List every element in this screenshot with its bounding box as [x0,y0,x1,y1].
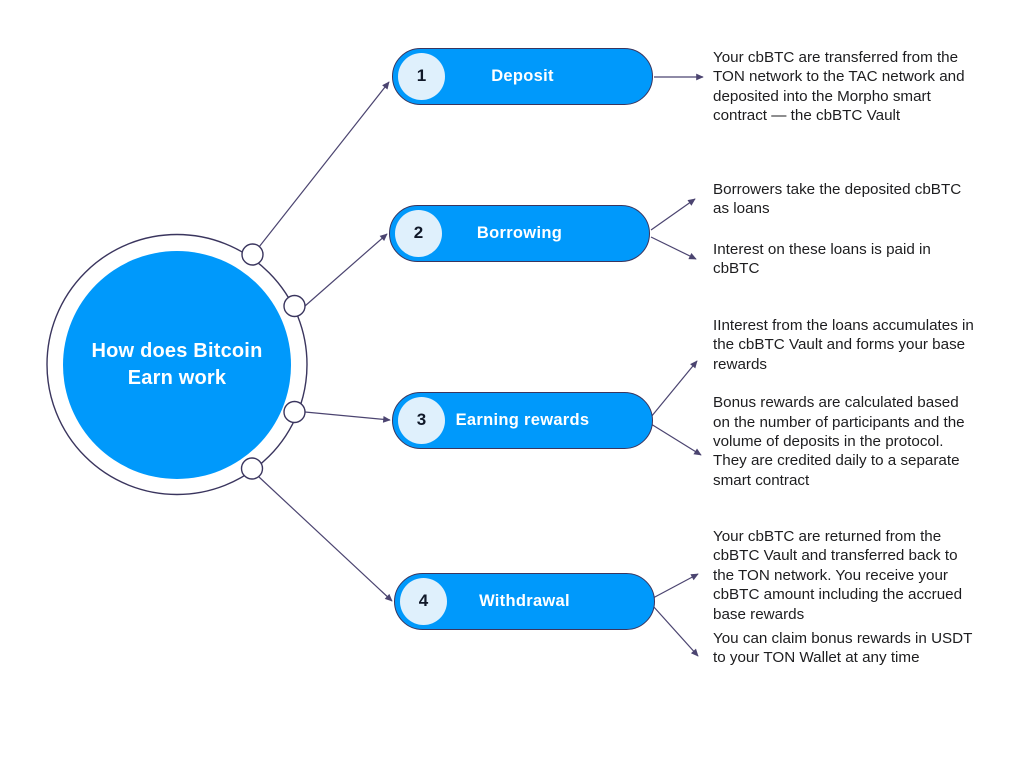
connector-hub-to-step3 [305,412,390,420]
description-paragraph: Your cbBTC are transferred from the TON network to the TAC network and deposited into the Morpho smart contract — the cbBTC Vault [713,49,965,125]
connector-step4-to-desc2 [653,606,698,656]
step-pill-deposit [392,48,653,105]
description-paragraph: Borrowers take the deposited cbBTC as loans [713,181,962,218]
hub-circle [63,251,291,479]
hub-node-2 [284,296,305,317]
connector-step2-to-desc2 [651,237,696,259]
step-label: Withdrawal [479,592,570,610]
hub-title [92,338,263,392]
description-paragraph: IInterest from the loans accumulates in the cbBTC Vault and forms your base rewards [713,317,974,373]
description-paragraph: Bonus rewards are calculated based on the number of participants and the volume of deposits in the protocol. They are credited daily to a separate smart contract [713,394,965,489]
step-label: Earning rewards [455,411,590,429]
hub-title-line1: How does Bitcoin [91,340,263,362]
step-pill-borrowing [389,205,650,262]
step-pill-withdrawal [394,573,655,630]
hub-node-3 [284,402,305,423]
step-description-deposit [713,48,979,126]
hub-node-1 [242,244,263,265]
connector-hub-to-step1 [259,82,389,247]
hub-title-line2: Earn work [127,367,227,389]
step-number-badge: 2 [395,210,442,257]
description-paragraph: You can claim bonus rewards in USDT to your TON Wallet at any time [713,630,973,667]
connector-hub-to-step4 [259,477,392,601]
step-number-badge: 3 [398,397,445,444]
step-description-borrowing [713,180,979,279]
connector-hub-to-step2 [305,234,387,306]
connector-step3-to-desc2 [651,424,701,455]
hub-node-4 [242,458,263,479]
description-paragraph: Interest on these loans is paid in cbBTC [713,240,931,278]
connector-step2-to-desc1 [651,199,695,230]
step-number-badge: 1 [398,53,445,100]
step-description-earning-rewards [713,316,979,490]
step-number-badge: 4 [400,578,447,625]
connector-step3-to-desc1 [651,361,697,417]
connector-step4-to-desc1 [653,574,698,598]
step-pill-earning-rewards [392,392,653,449]
step-description-withdrawal [713,527,979,668]
step-label: Deposit [491,67,554,85]
description-paragraph: Your cbBTC are returned from the cbBTC Vault and transferred back to the TON network. You receive your cbBTC amount including the accrued base rewards [713,528,963,623]
step-label: Borrowing [476,224,563,242]
